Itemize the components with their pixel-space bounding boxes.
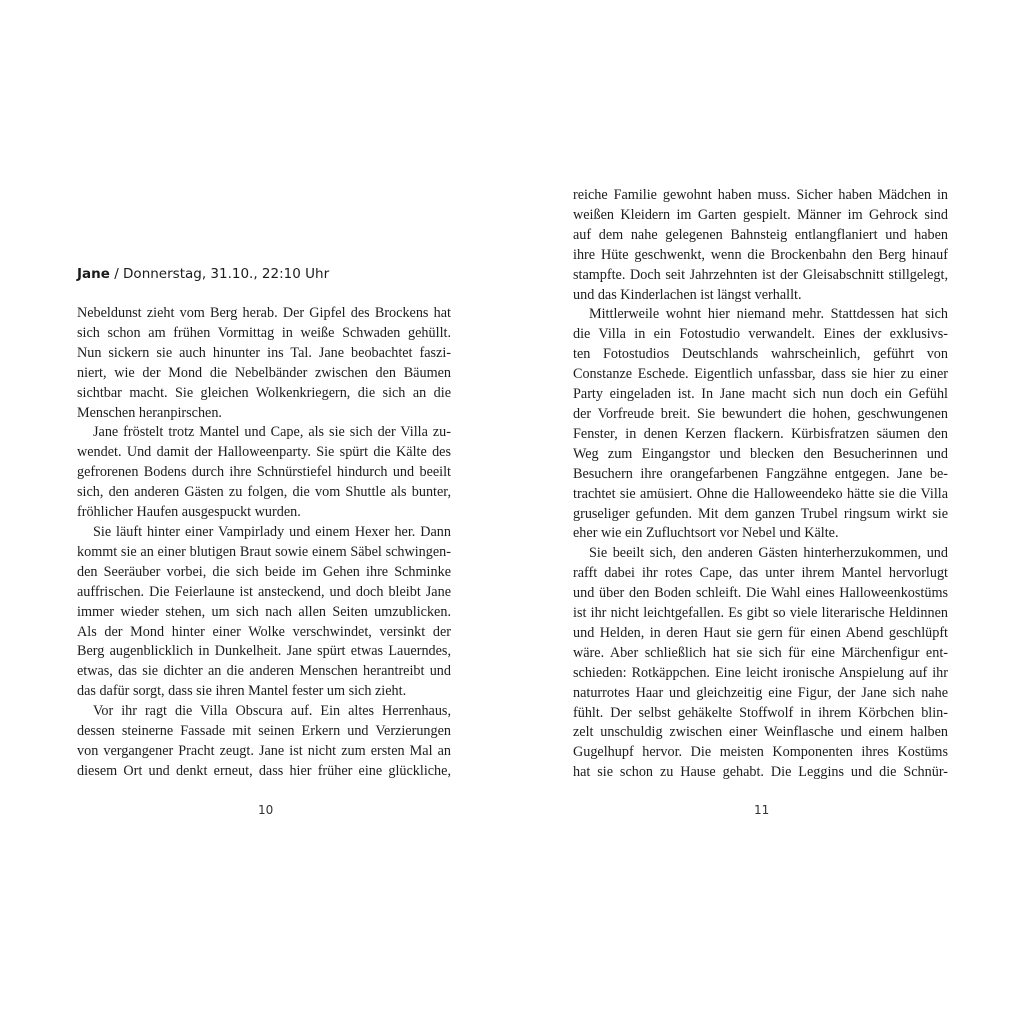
text-line: Vor ihr ragt die Villa Obscura auf. Ein altes Herrenhaus, — [93, 703, 451, 720]
text-line: fühlt. Der selbst gehäkelte Stoffwolf in ihrem Körbchen blin- — [573, 704, 948, 721]
text-line: das dafür sorgt, dass sie ihren Mantel fester um sich zieht. — [77, 683, 407, 700]
text-line: ten Fotostudios Deutschlands wahrscheinlich, geführt von — [573, 346, 948, 363]
text-line: zelt unschuldig zwischen einer Weinflasche und einem halben — [573, 724, 948, 741]
text-line: und Helden, in deren Haut sie gern für einen Abend geschlüpft — [573, 624, 948, 641]
page-number-left: 10 — [258, 803, 274, 817]
text-line: Jane fröstelt trotz Mantel und Cape, als sie sich der Villa zu- — [93, 424, 451, 441]
text-line: sich schon am frühen Vormittag in weiße Schwaden gehüllt. — [77, 324, 451, 341]
text-line: und über den Boden schleift. Die Wahl eines Halloweenkostüms — [573, 585, 948, 602]
text-line: fröhlicher Haufen ausgespuckt wurden. — [77, 504, 301, 521]
text-line: niert, wie der Mond die Nebelbänder zwischen den Bäumen — [77, 364, 451, 381]
text-line: kommt sie an einer blutigen Braut sowie einem Säbel schwingen- — [77, 543, 451, 560]
text-line: sichtbar macht. Sie gleichen Wolkenkriegern, die sich an die — [77, 384, 451, 401]
left-page-body — [77, 304, 451, 782]
text-line: Gugelhupf hervor. Die meisten Komponenten ihres Kostüms — [573, 744, 948, 761]
text-line: eher wie ein Zufluchtsort vor Nebel und Kälte. — [573, 525, 839, 542]
text-line: Party eingeladen ist. In Jane macht sich nun doch ein Gefühl — [573, 386, 948, 403]
text-line: stampfte. Doch seit Jahrzehnten ist der Gleisabschnitt stillgelegt, — [573, 266, 948, 283]
text-line: trachtet sie amüsiert. Ohne die Halloweendeko hätte sie die Villa — [573, 485, 948, 502]
text-line: Berg augenblicklich in Dunkelheit. Jane spürt etwas Lauerndes, — [77, 643, 451, 660]
text-line: rafft dabei ihr rotes Cape, das unter ihrem Mantel hervorlugt — [573, 565, 948, 582]
text-line: und das Kinderlachen ist längst verhallt. — [573, 286, 802, 303]
text-line: etwas, das sie dichter an die anderen Menschen herantreibt und — [77, 663, 451, 680]
text-line: Nebeldunst zieht vom Berg herab. Der Gipfel des Brockens hat — [77, 305, 451, 321]
text-line: hat sie schon zu Hause gehabt. Die Leggins und die Schnür- — [573, 764, 948, 781]
text-line: Als der Mond hinter einer Wolke verschwindet, versinkt der — [77, 623, 451, 640]
text-line: gruseliger gefunden. Mit dem ganzen Trubel ringsum wirkt sie — [573, 505, 948, 522]
text-line: wäre. Aber schließlich hat sie sich für eine Märchenfigur ent- — [573, 644, 948, 661]
page-number-right: 11 — [754, 803, 770, 817]
text-line: die Villa in ein Fotostudio verwandelt. Eines der exklusivs- — [573, 326, 948, 343]
text-line: auffrischen. Die Feierlaune ist ansteckend, und doch bleibt Jane — [77, 583, 451, 600]
text-line: ist ihr nicht leichtgefallen. Es gibt so viele literarische Heldinnen — [573, 605, 948, 622]
text-line: Besuchern ihre orangefarbenen Fangzähne entgegen. Jane be- — [573, 465, 948, 482]
text-line: Weg zum Eingangstor und blecken den Besucherinnen und — [573, 445, 948, 462]
text-line: Nun sickern sie auch hinunter ins Tal. Jane beobachtet faszi- — [77, 344, 451, 361]
text-line: den Seeräuber vorbei, die sich beide im Gehen ihre Schminke — [77, 563, 451, 580]
text-line: naturrotes Haar und gleichzeitig eine Figur, der Jane sich nahe — [573, 684, 948, 701]
text-line: schieden: Rotkäppchen. Eine leicht ironische Anspielung auf ihr — [573, 664, 948, 681]
right-page-body — [573, 186, 948, 783]
text-line: diesem Ort und denkt erneut, dass hier früher eine glückliche, — [77, 762, 451, 779]
text-line: Sie läuft hinter einer Vampirlady und einem Hexer her. Dann — [93, 523, 451, 540]
text-line: der Vorfreude breit. Sie bewundert die hohen, geschwungenen — [573, 405, 948, 422]
text-line: Sie beeilt sich, den anderen Gästen hinterherzukommen, und — [589, 545, 948, 562]
text-line: sich, den anderen Gästen zu folgen, die vom Shuttle als bunter, — [77, 484, 451, 501]
text-line: wendet. Und damit der Halloweenparty. Sie spürt die Kälte des — [77, 444, 451, 461]
text-line: reiche Familie gewohnt haben muss. Sicher haben Mädchen in — [573, 187, 948, 203]
text-line: dessen steinerne Fassade mit seinen Erkern und Verzierungen — [77, 723, 451, 740]
text-line: von vergangener Pracht zeugt. Jane ist nicht zum ersten Mal an — [77, 742, 451, 759]
text-line: Menschen heranpirschen. — [77, 404, 222, 421]
text-line: immer wieder stehen, um sich nach allen Seiten umzublicken. — [77, 603, 451, 620]
chapter-heading-name: Jane — [77, 266, 110, 282]
text-line: Mittlerweile wohnt hier niemand mehr. Stattdessen hat sich — [589, 306, 948, 323]
text-line: weißen Kleidern im Garten gespielt. Männer im Gehrock sind — [573, 206, 948, 223]
text-line: ihre Hüte geschwenkt, wenn die Brockenbahn den Berg hinauf — [573, 246, 948, 263]
text-line: Fenster, in denen Kerzen flackern. Kürbisfratzen säumen den — [573, 425, 948, 442]
chapter-heading-datetime: / Donnerstag, 31.10., 22:10 Uhr — [109, 266, 330, 282]
text-line: Constanze Eschede. Eigentlich unfassbar, dass sie hier zu einer — [573, 366, 948, 383]
text-line: auf dem nahe gelegenen Bahnsteig entlangflaniert und haben — [573, 226, 948, 243]
chapter-heading — [77, 265, 329, 283]
text-line: gefrorenen Bodens durch ihre Schnürstiefel hindurch und beeilt — [77, 464, 451, 481]
